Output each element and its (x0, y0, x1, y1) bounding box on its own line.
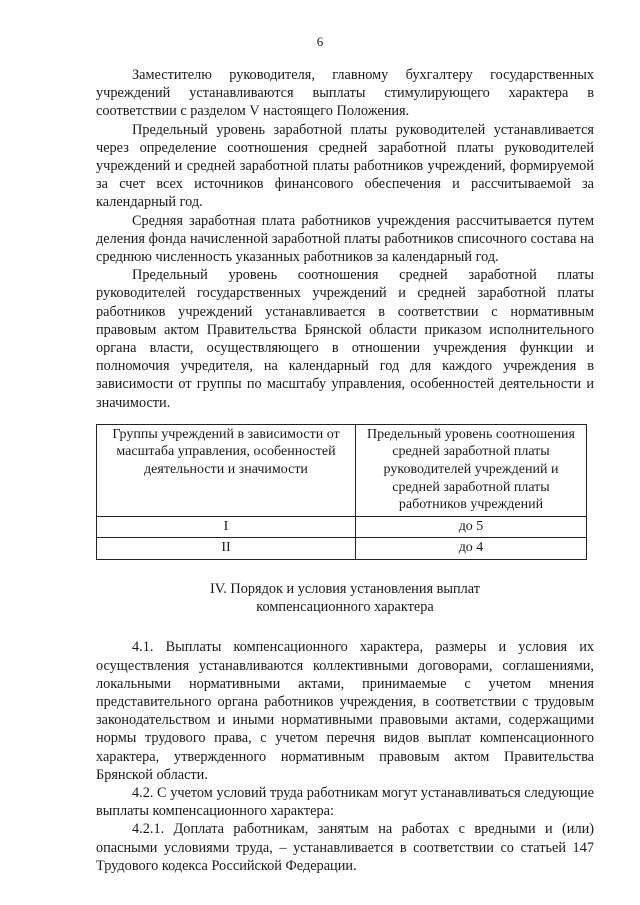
paragraph: 4.1. Выплаты компенсационного характера, размеры и условия их осуществления устанавливаются коллективными договорами, соглашениями, локальными нормативными актами, принимаемые с учетом мнения представительного органа работников учреждения, в соответствии с трудовым законодательством и иными нормативными правовыми актами, содержащими нормы трудового права, с учетом перечня видов выплат компенсационного характера, утвержденного нормативным правовым актом Правительства Брянской области. (96, 639, 594, 783)
section-heading (96, 580, 594, 616)
table-header-groups: Группы учреждений в зависимости от масштаба управления, особенностей деятельности и значимости (97, 424, 356, 516)
page-number: 6 (316, 34, 324, 49)
table-header-ratio: Предельный уровень соотношения средней заработной платы руководителей учреждений и средней заработной платы работников учреждений (356, 424, 587, 516)
table-row (97, 516, 587, 538)
ratio-table (96, 424, 587, 560)
table-cell-ratio: до 5 (356, 516, 587, 538)
paragraph: Средняя заработная плата работников учреждения рассчитывается путем деления фонда начисленной заработной платы работников списочного состава на среднюю численность указанных работников за календарный год. (96, 212, 594, 266)
table-header-row (97, 424, 587, 516)
paragraph: 4.2. С учетом условий труда работникам могут устанавливаться следующие выплаты компенсационного характера: (96, 785, 594, 820)
paragraph: Предельный уровень заработной платы руководителей устанавливается через определение соотношения средней заработной платы руководителей учреждений и средней заработной платы работников учреждений, формируемой за счет всех источников финансового обеспечения и рассчитываемой за календарный год. (96, 121, 594, 211)
document-body (96, 66, 594, 875)
table-cell-ratio: до 4 (356, 538, 587, 560)
table-cell-group: I (97, 516, 356, 538)
paragraph: Предельный уровень соотношения средней заработной платы руководителей государственных учреждений и средней заработной платы работников учреждений устанавливается в соответствии с нормативным правовым актом Правительства Брянской области приказом исполнительного органа власти, осуществляющего в отношении учреждения функции и полномочия учредителя, на календарный год для каждого учреждения в зависимости от группы по масштабу управления, особенностей деятельности и значимости. (96, 267, 594, 411)
paragraph: 4.2.1. Доплата работникам, занятым на работах с вредными и (или) опасными условиями труда, – устанавливается в соответствии со статьей 147 Трудового кодекса Российской Федерации. (96, 821, 594, 874)
section-heading-line: компенсационного характера (256, 599, 434, 616)
paragraph: Заместителю руководителя, главному бухгалтеру государственных учреждений устанавливаются выплаты стимулирующего характера в соответствии с разделом V настоящего Положения. (96, 67, 594, 120)
table-row (97, 538, 587, 560)
section-heading-line: IV. Порядок и условия установления выплат (209, 581, 480, 598)
table-cell-group: II (97, 538, 356, 560)
